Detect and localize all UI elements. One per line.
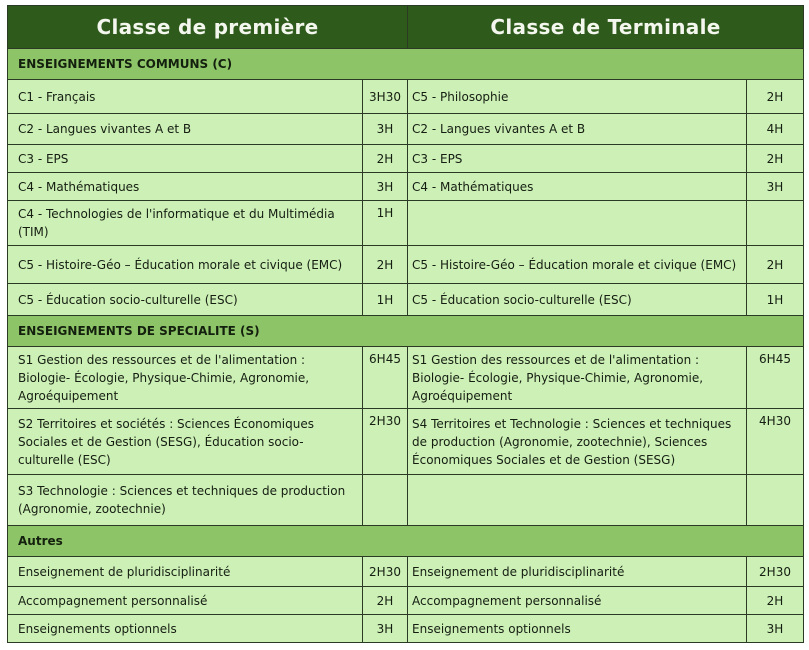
- terminale-hours: 2H: [747, 80, 804, 114]
- table-row: [8, 475, 804, 526]
- terminale-hours: [747, 201, 804, 246]
- section-title: ENSEIGNEMENTS COMMUNS (C): [8, 49, 804, 80]
- terminale-hours: 3H: [747, 615, 804, 643]
- premiere-subject: Enseignements optionnels: [8, 615, 363, 643]
- terminale-subject: S1 Gestion des ressources et de l'alimentation : Biologie- Écologie, Physique-Chimie, Agronomie, Agroéquipement: [408, 347, 747, 409]
- terminale-hours: 2H: [747, 246, 804, 284]
- premiere-subject: S1 Gestion des ressources et de l'alimentation : Biologie- Écologie, Physique-Chimie, Agronomie, Agroéquipement: [8, 347, 363, 409]
- table-row: [8, 173, 804, 201]
- premiere-subject: Accompagnement personnalisé: [8, 587, 363, 615]
- premiere-hours: 2H30: [363, 409, 408, 475]
- terminale-subject: C4 - Mathématiques: [408, 173, 747, 201]
- section-title: ENSEIGNEMENTS DE SPECIALITE (S): [8, 316, 804, 347]
- terminale-hours: 3H: [747, 173, 804, 201]
- table-row: [8, 80, 804, 114]
- premiere-hours: 2H: [363, 587, 408, 615]
- premiere-hours: 2H: [363, 246, 408, 284]
- table-row: [8, 587, 804, 615]
- terminale-subject: C5 - Histoire-Géo – Éducation morale et civique (EMC): [408, 246, 747, 284]
- terminale-subject: Accompagnement personnalisé: [408, 587, 747, 615]
- premiere-hours: 3H: [363, 114, 408, 145]
- table-row: [8, 284, 804, 316]
- terminale-hours: 2H: [747, 145, 804, 173]
- terminale-subject: C5 - Philosophie: [408, 80, 747, 114]
- section-autres: [8, 526, 804, 557]
- section-specialite: [8, 316, 804, 347]
- premiere-subject: C4 - Technologies de l'informatique et du Multimédia (TIM): [8, 201, 363, 246]
- table-row: [8, 246, 804, 284]
- table-row: [8, 145, 804, 173]
- section-title: Autres: [8, 526, 804, 557]
- premiere-hours: 3H: [363, 173, 408, 201]
- table-row: [8, 409, 804, 475]
- premiere-hours: 6H45: [363, 347, 408, 409]
- premiere-hours: 3H30: [363, 80, 408, 114]
- terminale-hours: [747, 475, 804, 526]
- premiere-subject: C3 - EPS: [8, 145, 363, 173]
- premiere-hours: 3H: [363, 615, 408, 643]
- premiere-subject: C1 - Français: [8, 80, 363, 114]
- section-communs: [8, 49, 804, 80]
- terminale-subject: C5 - Éducation socio-culturelle (ESC): [408, 284, 747, 316]
- terminale-hours: 6H45: [747, 347, 804, 409]
- terminale-subject: S4 Territoires et Technologie : Sciences et techniques de production (Agronomie, zootechnie), Sciences Économiques Sociales et de Gestion (SESG): [408, 409, 747, 475]
- terminale-subject: [408, 201, 747, 246]
- premiere-subject: C5 - Histoire-Géo – Éducation morale et civique (EMC): [8, 246, 363, 284]
- terminale-hours: 4H30: [747, 409, 804, 475]
- terminale-hours: 2H30: [747, 557, 804, 587]
- terminale-subject: Enseignements optionnels: [408, 615, 747, 643]
- terminale-subject: [408, 475, 747, 526]
- timetable: [7, 5, 804, 643]
- terminale-subject: C2 - Langues vivantes A et B: [408, 114, 747, 145]
- table-row: [8, 557, 804, 587]
- premiere-hours: [363, 475, 408, 526]
- table-row: [8, 114, 804, 145]
- premiere-subject: C2 - Langues vivantes A et B: [8, 114, 363, 145]
- table-row: [8, 615, 804, 643]
- premiere-subject: C4 - Mathématiques: [8, 173, 363, 201]
- premiere-hours: 1H: [363, 284, 408, 316]
- header-row: [8, 6, 804, 49]
- premiere-hours: 2H: [363, 145, 408, 173]
- header-premiere: Classe de première: [8, 6, 408, 49]
- premiere-subject: S3 Technologie : Sciences et techniques de production (Agronomie, zootechnie): [8, 475, 363, 526]
- header-terminale: Classe de Terminale: [408, 6, 804, 49]
- premiere-subject: S2 Territoires et sociétés : Sciences Économiques Sociales et de Gestion (SESG), Éducation socio-culturelle (ESC): [8, 409, 363, 475]
- premiere-subject: Enseignement de pluridisciplinarité: [8, 557, 363, 587]
- table-row: [8, 347, 804, 409]
- premiere-hours: 2H30: [363, 557, 408, 587]
- terminale-hours: 4H: [747, 114, 804, 145]
- table-row: [8, 201, 804, 246]
- terminale-subject: C3 - EPS: [408, 145, 747, 173]
- terminale-hours: 1H: [747, 284, 804, 316]
- premiere-subject: C5 - Éducation socio-culturelle (ESC): [8, 284, 363, 316]
- premiere-hours: 1H: [363, 201, 408, 246]
- terminale-hours: 2H: [747, 587, 804, 615]
- terminale-subject: Enseignement de pluridisciplinarité: [408, 557, 747, 587]
